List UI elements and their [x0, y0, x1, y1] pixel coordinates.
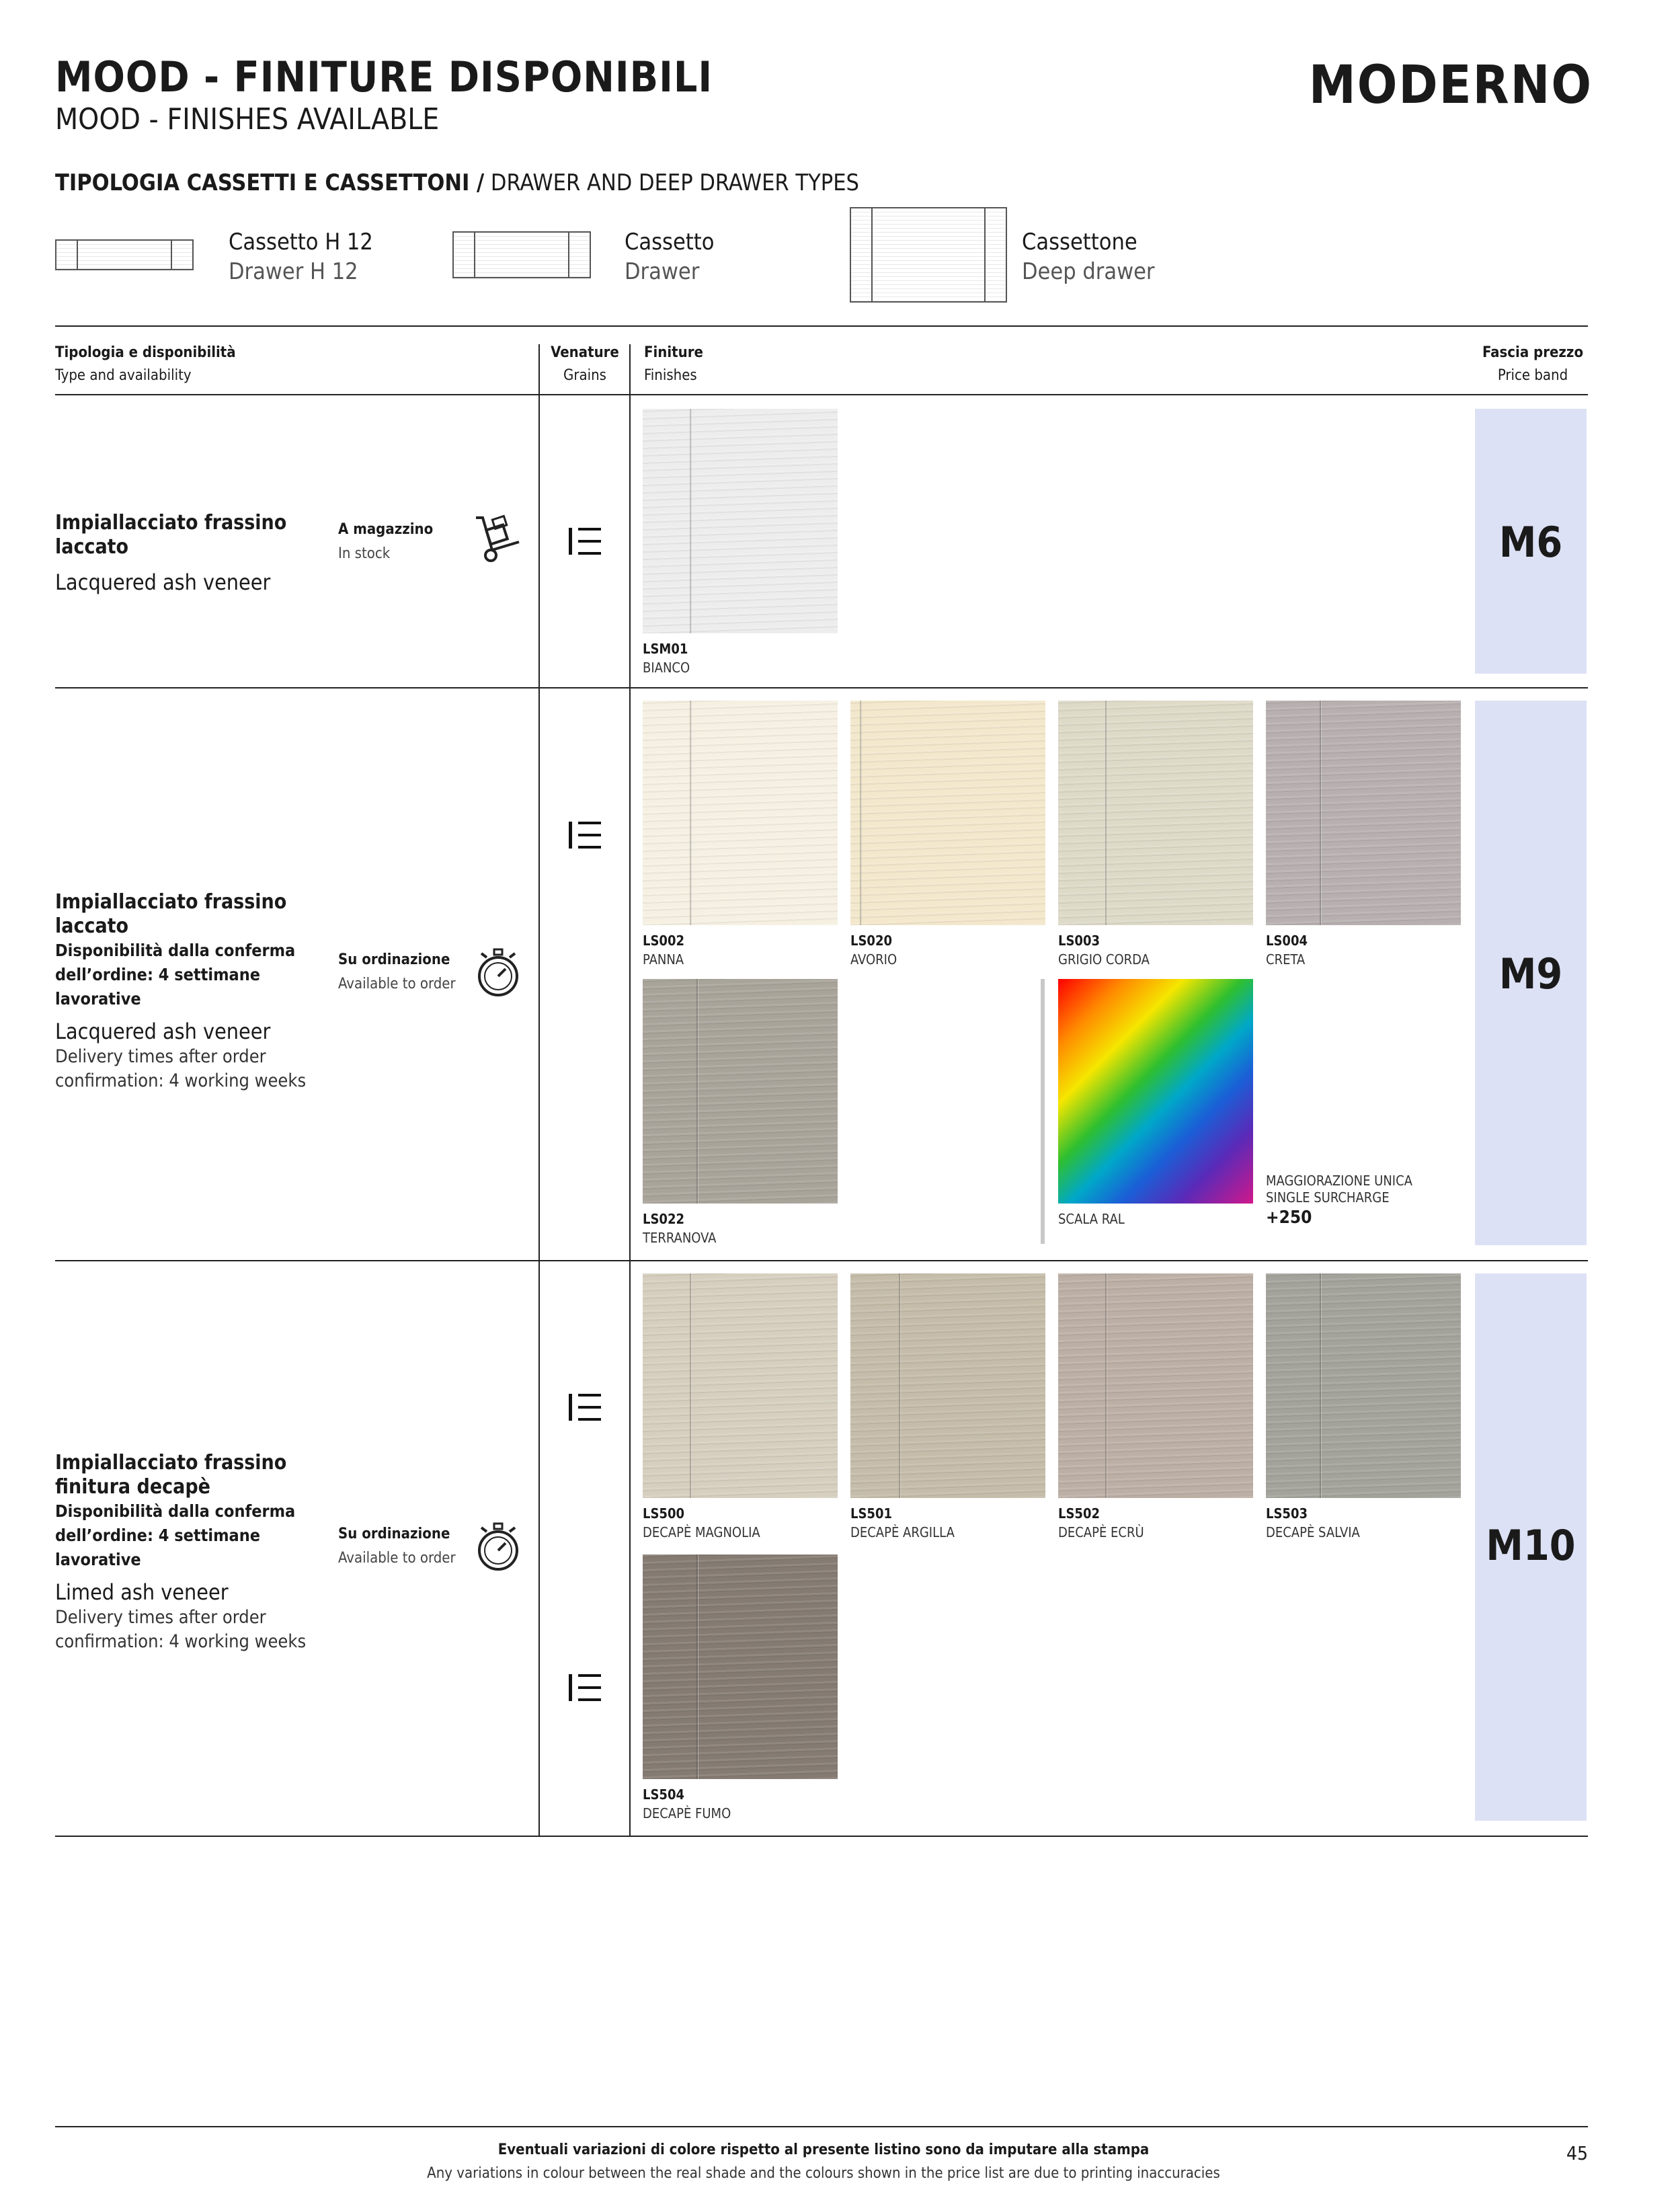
vertical-grain-icon: [569, 1674, 601, 1701]
finish-swatch[interactable]: [643, 409, 838, 633]
price-band-code: M6: [1498, 518, 1563, 567]
finish-label: [643, 931, 684, 969]
finish-name: DECAPÈ MAGNOLIA: [643, 1524, 760, 1540]
finish-swatch[interactable]: [643, 1273, 838, 1498]
vertical-grain-icon: [569, 528, 601, 555]
availability-en: Available to order: [338, 976, 456, 992]
row-title-en: Lacquered ash veneer: [55, 569, 271, 595]
col-header-grains-it: Venature: [551, 344, 619, 361]
price-band-code: M9: [1498, 949, 1563, 998]
price-band: [1475, 409, 1587, 674]
drawer-types-heading-it: TIPOLOGIA CASSETTI E CASSETTONI /: [55, 169, 485, 196]
finish-code: LS004: [1266, 933, 1308, 949]
page-title: MOOD - FINITURE DISPONIBILI: [55, 52, 713, 102]
row-divider: [55, 1260, 1588, 1261]
finish-label: [1058, 931, 1150, 969]
row-description: [55, 511, 324, 596]
drawer-types-heading: [55, 169, 859, 196]
col-header-grains: [545, 342, 625, 387]
finish-name: GRIGIO CORDA: [1058, 951, 1150, 968]
finish-label: [1058, 1504, 1144, 1542]
row-description: [55, 1451, 337, 1654]
col-header-price-it: Fascia prezzo: [1482, 344, 1584, 361]
surcharge-it: MAGGIORAZIONE UNICA: [1266, 1173, 1412, 1189]
ral-swatch[interactable]: [1058, 979, 1253, 1204]
col-header-type-it: Tipologia e disponibilità: [55, 344, 236, 361]
finish-label: [850, 931, 897, 969]
finish-name: DECAPÈ ARGILLA: [850, 1524, 955, 1540]
page-subtitle: MOOD - FINISHES AVAILABLE: [55, 102, 440, 136]
surcharge-en: SINGLE SURCHARGE: [1266, 1189, 1390, 1206]
price-band-code: M10: [1486, 1521, 1576, 1570]
finish-name: AVORIO: [850, 951, 897, 968]
col-header-finishes-en: Finishes: [644, 367, 697, 384]
finish-label: [643, 1504, 760, 1542]
finish-name: TERRANOVA: [643, 1230, 717, 1246]
finish-swatch[interactable]: [643, 979, 838, 1204]
finish-code: LS503: [1266, 1505, 1308, 1522]
col-header-type-en: Type and availability: [55, 367, 192, 384]
drawer-type-en: Drawer H 12: [229, 258, 358, 285]
finish-code: LS501: [850, 1505, 892, 1522]
finish-name: BIANCO: [643, 660, 690, 676]
finish-code: LS500: [643, 1505, 684, 1522]
finish-swatch[interactable]: [1058, 701, 1253, 925]
finish-swatch[interactable]: [1266, 1273, 1461, 1498]
col-header-finishes: [644, 342, 703, 387]
finish-label: [1266, 931, 1308, 969]
finish-swatch[interactable]: [850, 1273, 1045, 1498]
col-header-price-en: Price band: [1497, 367, 1568, 384]
col-header-finishes-it: Finiture: [644, 344, 703, 361]
availability-it: A magazzino: [338, 521, 434, 538]
column-divider: [538, 344, 540, 1837]
row-title-it-line2: finitura decapè: [55, 1475, 210, 1499]
delivery-it-line2: dell’ordine: 4 settimane lavorative: [55, 1526, 260, 1569]
finish-swatch[interactable]: [643, 701, 838, 925]
delivery-en-line1: Delivery times after order: [55, 1607, 266, 1628]
availability: [338, 518, 433, 566]
finish-label: [643, 1785, 731, 1823]
row-title-it: Impiallacciato frassino laccato: [55, 511, 287, 559]
finish-name: PANNA: [643, 951, 684, 968]
finish-code: LS002: [643, 933, 684, 949]
ral-divider: [1041, 979, 1045, 1244]
ral-surcharge: [1266, 1173, 1412, 1229]
vertical-grain-icon: [569, 1394, 601, 1421]
finish-code: LS502: [1058, 1505, 1100, 1522]
footer-rule: [55, 2126, 1588, 2127]
drawer-type-it: Cassetto: [625, 229, 715, 255]
drawer-type-label: [229, 227, 373, 286]
finish-code: LSM01: [643, 641, 688, 657]
col-header-grains-en: Grains: [563, 367, 606, 384]
finish-label: [643, 639, 690, 677]
stopwatch-icon: [475, 948, 522, 999]
column-divider: [629, 344, 631, 1837]
drawer-type-label: [1022, 227, 1155, 286]
table-header-rule: [55, 394, 1588, 395]
drawer-type-label: [625, 227, 715, 286]
drawer-h12-icon: [55, 239, 194, 270]
finish-name: CRETA: [1266, 951, 1306, 968]
row-divider: [55, 687, 1588, 688]
delivery-en-line2: confirmation: 4 working weeks: [55, 1070, 307, 1091]
hand-truck-icon: [471, 512, 523, 565]
vertical-grain-icon: [569, 822, 601, 849]
drawer-type-en: Drawer: [625, 258, 700, 285]
row-title-it-line1: Impiallacciato frassino: [55, 1451, 287, 1474]
availability-en: In stock: [338, 545, 391, 562]
finish-code: LS022: [643, 1211, 684, 1227]
finish-label: [1266, 1504, 1360, 1542]
availability-en: Available to order: [338, 1550, 456, 1567]
footer-note-it: Eventuali variazioni di colore rispetto al presente listino sono da imputare alla stampa: [497, 2141, 1150, 2158]
delivery-en-line2: confirmation: 4 working weeks: [55, 1631, 307, 1652]
deep-drawer-icon: [850, 207, 1007, 303]
availability: [338, 948, 456, 996]
col-header-type: [55, 342, 236, 387]
finish-code: LS003: [1058, 933, 1100, 949]
delivery-it-line1: Disponibilità dalla conferma: [55, 941, 296, 960]
drawer-type-it: Cassettone: [1022, 229, 1137, 255]
finish-label: [850, 1504, 955, 1542]
drawer-icon: [452, 231, 591, 278]
finish-swatch[interactable]: [643, 1554, 838, 1779]
delivery-en-line1: Delivery times after order: [55, 1046, 266, 1067]
stopwatch-icon: [475, 1522, 522, 1573]
delivery-it-line1: Disponibilità dalla conferma: [55, 1501, 296, 1521]
collection-name: MODERNO: [1308, 55, 1593, 116]
finish-label: [643, 1210, 716, 1247]
surcharge-value: +250: [1266, 1208, 1312, 1228]
row-title-en: Lacquered ash veneer: [55, 1019, 271, 1044]
finish-name: DECAPÈ FUMO: [643, 1805, 731, 1821]
availability: [338, 1522, 456, 1571]
finish-name: DECAPÈ ECRÙ: [1058, 1524, 1144, 1540]
col-header-price: [1479, 342, 1587, 387]
price-band: [1475, 1273, 1587, 1821]
table-bottom-rule: [55, 1836, 1588, 1837]
availability-it: Su ordinazione: [338, 951, 450, 968]
finish-swatch[interactable]: [1058, 1273, 1253, 1498]
table-top-rule: [55, 325, 1588, 327]
finish-swatch[interactable]: [850, 701, 1045, 925]
finish-code: LS020: [850, 933, 892, 949]
finish-name: DECAPÈ SALVIA: [1266, 1524, 1360, 1540]
page-number: 45: [1566, 2142, 1588, 2164]
row-title-en: Limed ash veneer: [55, 1579, 229, 1605]
footer-note-en: Any variations in colour between the real shade and the colours shown in the price list are due to printing inaccuracies: [427, 2165, 1220, 2182]
delivery-it-line2: dell’ordine: 4 settimane lavorative: [55, 965, 260, 1009]
ral-label: SCALA RAL: [1058, 1211, 1125, 1227]
price-band: [1475, 701, 1587, 1245]
drawer-type-it: Cassetto H 12: [229, 229, 373, 255]
row-description: [55, 890, 337, 1093]
finish-swatch[interactable]: [1266, 701, 1461, 925]
drawer-types-heading-en: DRAWER AND DEEP DRAWER TYPES: [490, 169, 859, 196]
row-title-it: Impiallacciato frassino laccato: [55, 890, 287, 938]
drawer-type-en: Deep drawer: [1022, 258, 1155, 285]
availability-it: Su ordinazione: [338, 1526, 450, 1542]
finish-code: LS504: [643, 1786, 684, 1803]
